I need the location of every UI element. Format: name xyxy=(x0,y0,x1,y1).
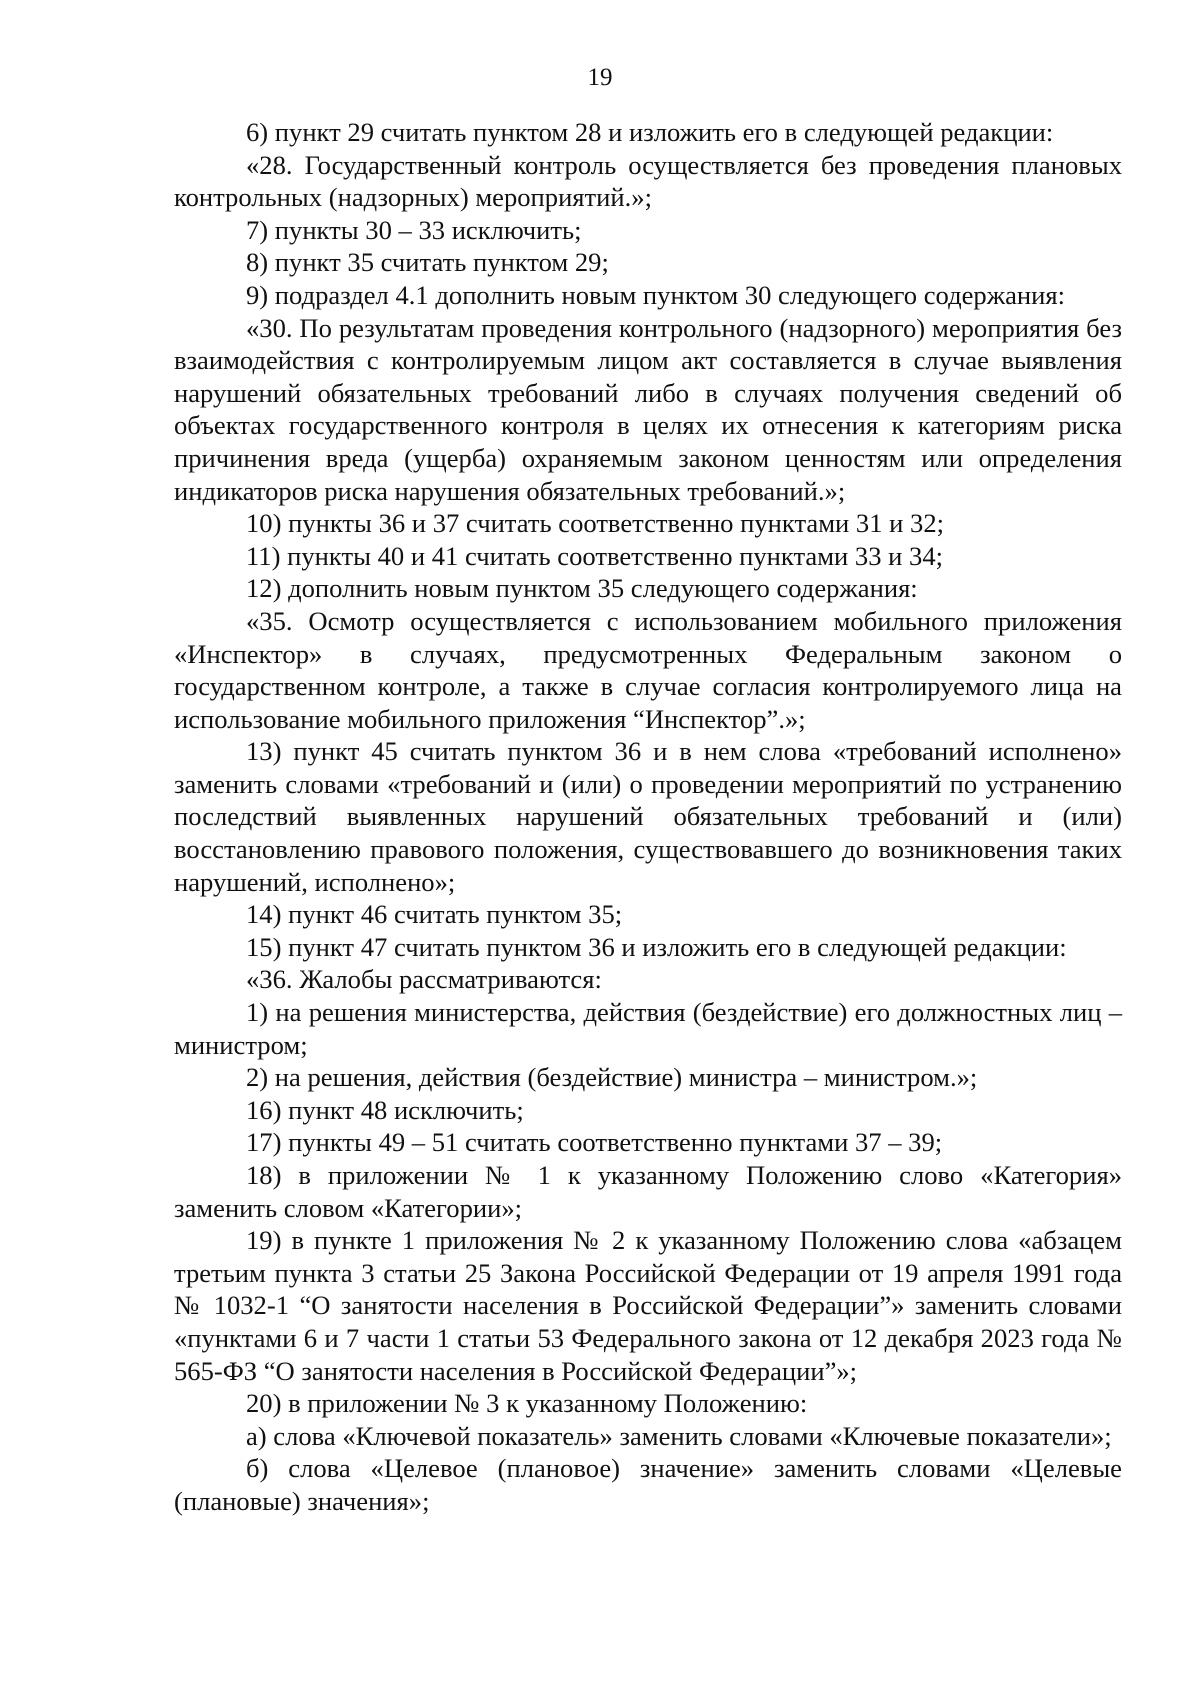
paragraph: 7) пункты 30 – 33 исключить; xyxy=(246,214,582,245)
paragraph: «30. По результатам проведения контрольного (надзорного) мероприятия без взаимодействия с контролируемым лицом акт составляется в случае выявления нарушений обязательных требований либо в случаях получения сведений об объектах государственного контроля в целях их отнесения к категориям риска причинения вреда (ущерба) охраняемым законом ценностям или определения индикаторов риска нарушения обязательных требований.»; xyxy=(174,312,1122,506)
paragraph: 14) пункт 46 считать пунктом 35; xyxy=(246,899,623,930)
page-number: 19 xyxy=(587,64,613,91)
paragraph: 13) пункт 45 считать пунктом 36 и в нем слова «требований исполнено» заменить словами «требований и (или) о проведении мероприятий по устранению последствий выявленных нарушений обязательных требований и (или) восстановлению правового положения, существовавшего до возникновения таких нарушений, исполнено»; xyxy=(174,736,1122,897)
paragraph: 18) в приложении № 1 к указанному Положению слово «Категория» заменить словом «Категории»; xyxy=(174,1160,1122,1223)
paragraph: 2) на решения, действия (бездействие) министра – министром.»; xyxy=(246,1062,978,1093)
paragraph: 10) пункты 36 и 37 считать соответственно пунктами 31 и 32; xyxy=(246,508,945,539)
paragraph: 9) подраздел 4.1 дополнить новым пунктом 30 следующего содержания: xyxy=(246,279,1065,310)
paragraph: «36. Жалобы рассматриваются: xyxy=(246,964,602,995)
paragraph: «35. Осмотр осуществляется с использованием мобильного приложения «Инспектор» в случаях, предусмотренных Федеральным законом о государственном контроле, а также в случае согласия контролируемого лица на использование мобильного приложения “Инспектор”.»; xyxy=(174,605,1122,734)
paragraph: 11) пункты 40 и 41 считать соответственно пунктами 33 и 34; xyxy=(246,540,944,571)
paragraph: а) слова «Ключевой показатель» заменить словами «Ключевые показатели»; xyxy=(246,1420,1112,1451)
document-body xyxy=(174,116,1122,1518)
paragraph: 6) пункт 29 считать пунктом 28 и изложить его в следующей редакции: xyxy=(246,117,1054,147)
paragraph: 1) на решения министерства, действия (бездействие) его должностных лиц – министром; xyxy=(174,997,1122,1060)
paragraph: 8) пункт 35 считать пунктом 29; xyxy=(246,247,609,278)
paragraph: 17) пункты 49 – 51 считать соответственно пунктами 37 – 39; xyxy=(246,1127,943,1158)
paragraph: «28. Государственный контроль осуществляется без проведения плановых контрольных (надзорных) мероприятий.»; xyxy=(174,149,1122,213)
paragraph: 15) пункт 47 считать пунктом 36 и изложить его в следующей редакции: xyxy=(246,931,1067,962)
paragraph: б) слова «Целевое (плановое) значение» заменить словами «Целевые (плановые) значения»; xyxy=(174,1453,1122,1516)
paragraph: 12) дополнить новым пунктом 35 следующего содержания: xyxy=(246,573,918,604)
paragraph: 19) в пункте 1 приложения № 2 к указанному Положению слова «абзацем третьим пункта 3 статьи 25 Закона Российской Федерации от 19 апреля 1991 года № 1032-1 “О занятости населения в Российской Федерации”» заменить словами «пунктами 6 и 7 части 1 статьи 53 Федерального закона от 12 декабря 2023 года № 565-ФЗ “О занятости населения в Российской Федерации”»; xyxy=(174,1225,1122,1386)
paragraph: 16) пункт 48 исключить; xyxy=(246,1094,524,1125)
paragraph: 20) в приложении № 3 к указанному Положению: xyxy=(246,1388,808,1419)
